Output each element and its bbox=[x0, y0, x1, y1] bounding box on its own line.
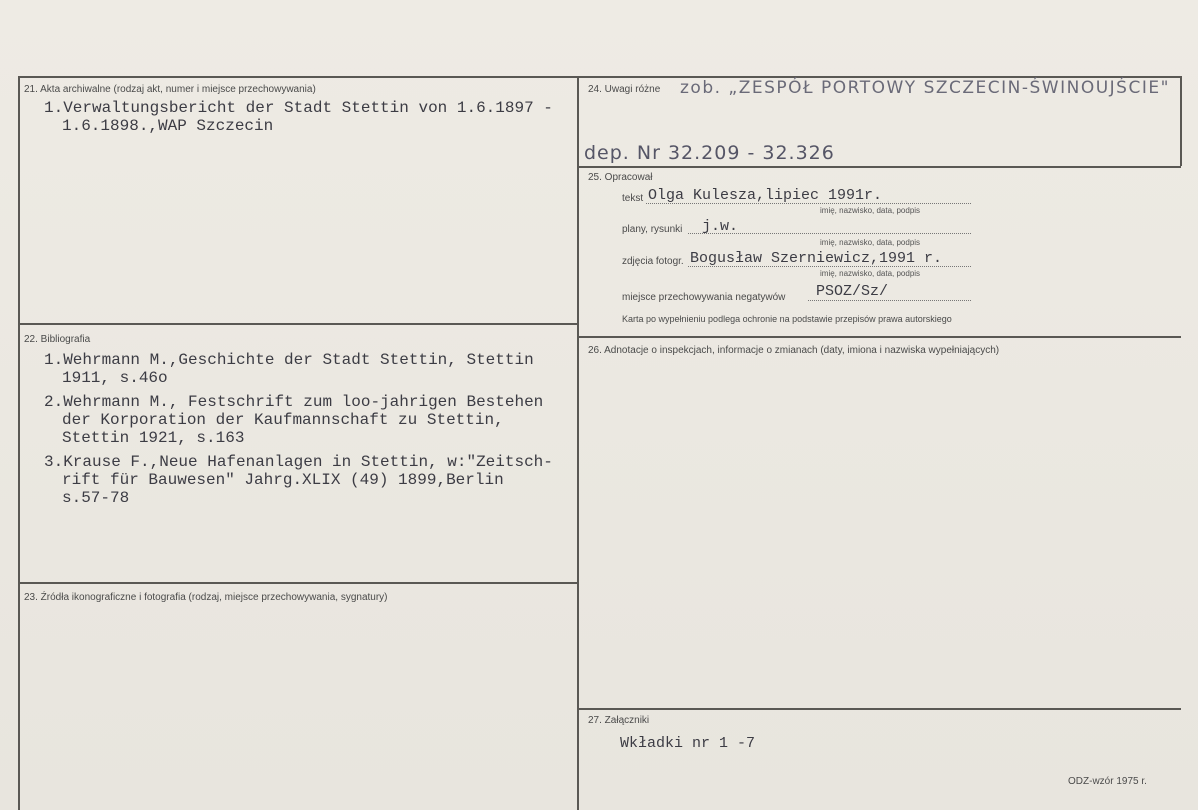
bibliography-entry-1-line-1: 1.Wehrmann M.,Geschichte der Stadt Stettin, Stettin bbox=[44, 351, 534, 369]
handwritten-deposit-number: dep. Nr 32.209 - 32.326 bbox=[584, 142, 835, 164]
bibliography-entry-2-line-1: 2.Wehrmann M., Festschrift zum loo-jahrigen Bestehen bbox=[44, 393, 544, 411]
section-26-label: 26. Adnotacje o inspekcjach, informacje o zmianach (daty, imiona i nazwiska wypełniających) bbox=[588, 345, 1000, 356]
attachments-value: Wkładki nr 1 -7 bbox=[620, 735, 756, 752]
bibliography-entry-3-line-2: rift für Bauwesen" Jahrg.XLIX (49) 1899,Berlin bbox=[62, 471, 504, 489]
archival-record-line-1: 1.Verwaltungsbericht der Stadt Stettin von 1.6.1897 - bbox=[44, 99, 553, 117]
bibliography-entry-2-line-2: der Korporation der Kaufmannschaft zu Stettin, bbox=[62, 411, 504, 429]
drawings-value: j.w. bbox=[702, 218, 739, 235]
form-footer: ODZ-wzór 1975 r. bbox=[1068, 776, 1147, 787]
bibliography-entry-3-line-3: s.57-78 bbox=[62, 489, 130, 507]
copyright-note: Karta po wypełnieniu podlega ochronie na podstawie przepisów prawa autorskiego bbox=[622, 314, 952, 324]
section-23-label: 23. Źródła ikonograficzne i fotografia (rodzaj, miejsce przechowywania, sygnatury) bbox=[24, 592, 388, 603]
photos-label: zdjęcia fotogr. bbox=[622, 256, 684, 267]
section-21-label: 21. Akta archiwalne (rodzaj akt, numer i miejsce przechowywania) bbox=[24, 84, 316, 95]
text-author-value: Olga Kulesza,lipiec 1991r. bbox=[648, 187, 883, 204]
drawings-caption: imię, nazwisko, data, podpis bbox=[820, 238, 921, 247]
right-border-line bbox=[1180, 76, 1182, 166]
divider-22-23 bbox=[18, 582, 578, 584]
left-border-line bbox=[18, 76, 20, 810]
handwritten-remark: zob. „ZESPÓŁ PORTOWY SZCZECIN-ŚWINOUJŚCIE" bbox=[680, 78, 1170, 98]
section-22-label: 22. Bibliografia bbox=[24, 334, 91, 345]
section-27-label: 27. Załączniki bbox=[588, 715, 650, 726]
photos-caption: imię, nazwisko, data, podpis bbox=[820, 269, 921, 278]
bibliography-entry-2-line-3: Stettin 1921, s.163 bbox=[62, 429, 245, 447]
center-divider-line bbox=[577, 76, 579, 810]
divider-21-22 bbox=[18, 323, 578, 325]
negatives-storage-label: miejsce przechowywania negatywów bbox=[622, 292, 786, 303]
section-25-label: 25. Opracował bbox=[588, 172, 653, 183]
photos-value: Bogusław Szerniewicz,1991 r. bbox=[690, 250, 943, 267]
bibliography-entry-1-line-2: 1911, s.46o bbox=[62, 369, 168, 387]
bibliography-entry-3-line-1: 3.Krause F.,Neue Hafenanlagen in Stettin, w:"Zeitsch- bbox=[44, 453, 553, 471]
text-author-caption: imię, nazwisko, data, podpis bbox=[820, 206, 921, 215]
archival-record-line-2: 1.6.1898.,WAP Szczecin bbox=[62, 117, 274, 135]
divider-24-25 bbox=[577, 166, 1181, 168]
divider-25-26 bbox=[577, 336, 1181, 338]
negatives-storage-value: PSOZ/Sz/ bbox=[816, 283, 889, 300]
drawings-label: plany, rysunki bbox=[622, 224, 683, 235]
section-24-label: 24. Uwagi różne bbox=[588, 84, 661, 95]
divider-26-27 bbox=[577, 708, 1181, 710]
text-author-label: tekst bbox=[622, 193, 644, 204]
